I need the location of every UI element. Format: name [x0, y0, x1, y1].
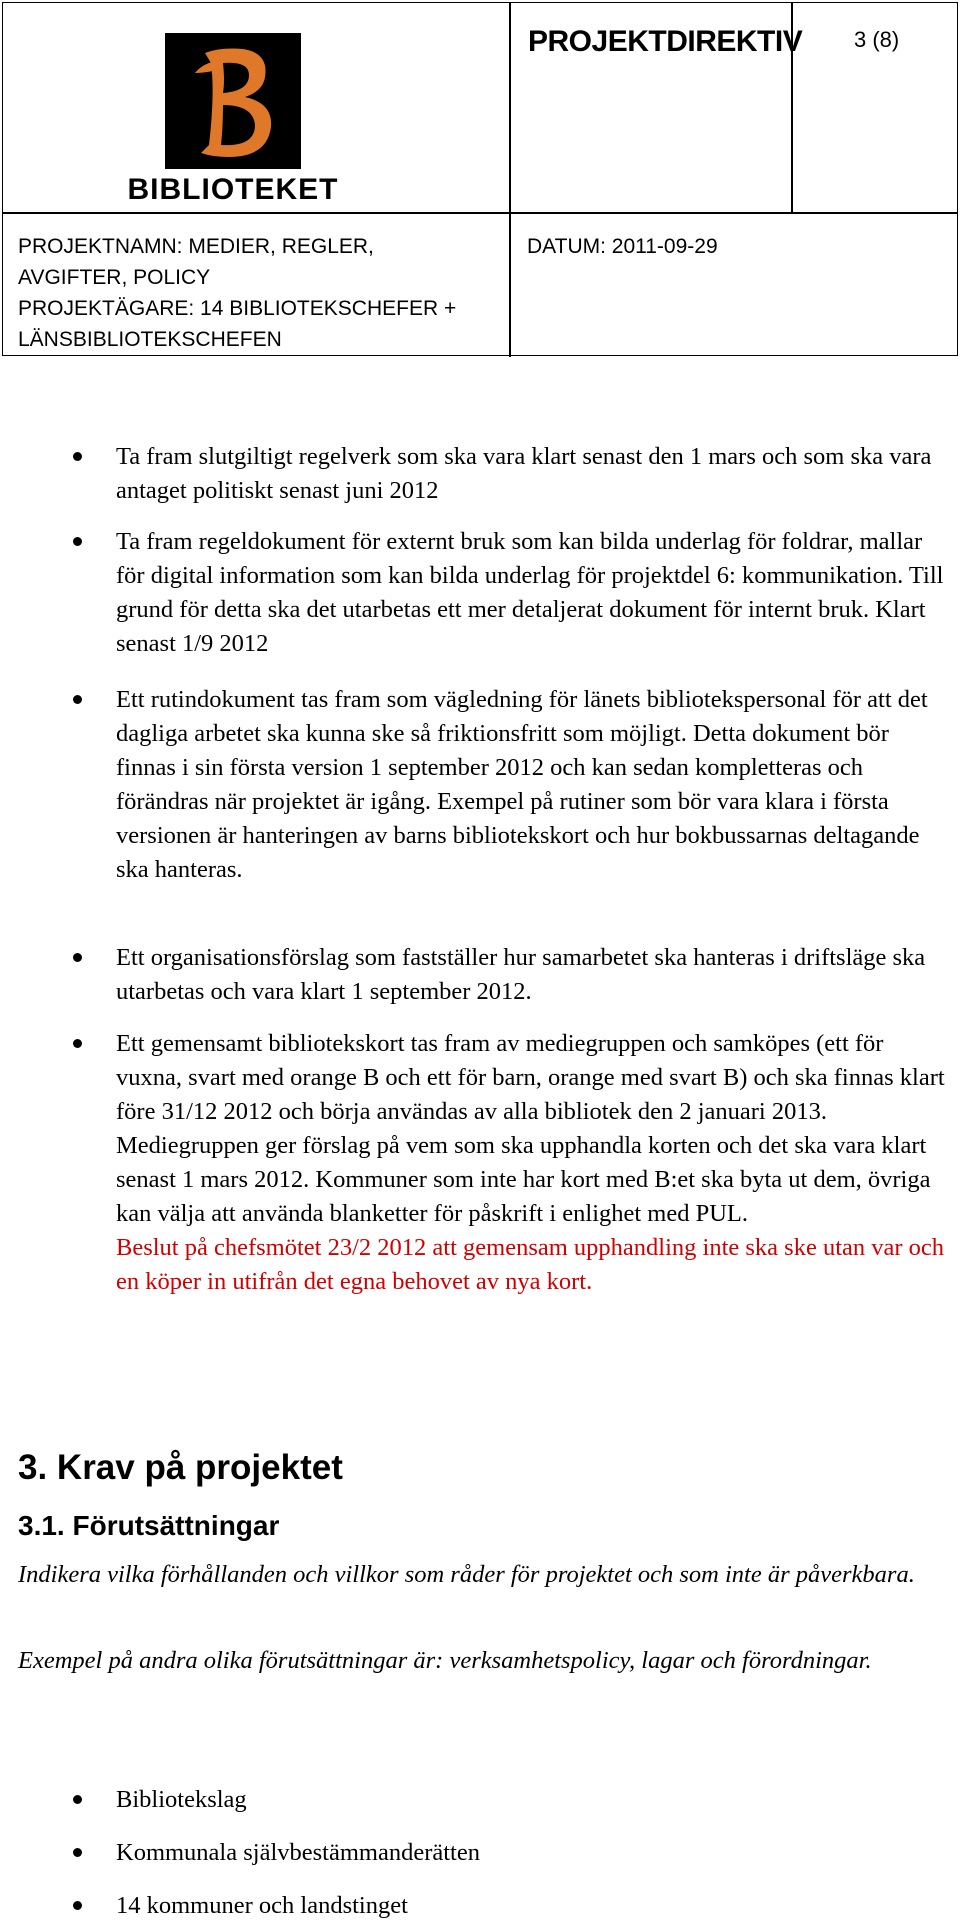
logo-black-square — [165, 33, 301, 169]
list-item-text: 14 kommuner och landstinget — [116, 1892, 408, 1919]
bullet-icon — [73, 1901, 82, 1910]
section-heading: 3. Krav på projektet — [18, 1448, 343, 1487]
project-info — [18, 231, 508, 355]
project-name-line1: PROJEKTNAMN: MEDIER, REGLER, — [18, 235, 374, 258]
header-divider-h — [3, 212, 957, 214]
list-item-text: Ett rutindokument tas fram som vägledning för länets bibliotekspersonal för att det dagliga arbetet ska kunna ske så friktionsfritt som möjligt. Detta dokument bör finnas i sin första version 1 september 2012 och kan sedan kompletteras och förändras när projektet är igång. Exempel på rutiner som bör vara klara i första versionen är hanteringen av barns bibliotekskort och hur bokbussarnas deltagande ska hanteras. — [116, 686, 928, 883]
subsection-heading: 3.1. Förutsättningar — [18, 1510, 280, 1541]
bullet-icon — [73, 1039, 82, 1048]
list-item-text: Ta fram slutgiltigt regelverk som ska vara klart senast den 1 mars och som ska vara antaget politiskt senast juni 2012 — [116, 443, 932, 504]
project-name-line2: AVGIFTER, POLICY — [18, 266, 211, 289]
bullet-icon — [73, 1795, 82, 1804]
page-number: 3 (8) — [854, 27, 900, 52]
list-item-text: Kommunala självbestämmanderätten — [116, 1839, 480, 1866]
bullet-icon — [73, 452, 82, 461]
list-item-text: Ett organisationsförslag som fastställer hur samarbetet ska hanteras i driftsläge ska utarbetas och vara klart 1 september 2012. — [116, 944, 926, 1005]
project-owner-line1: PROJEKTÄGARE: 14 BIBLIOTEKSCHEFER + — [18, 297, 457, 320]
decision-note: Beslut på chefsmötet 23/2 2012 att gemensam upphandling inte ska ske utan var och en köper in utifrån det egna behovet av nya kort. — [116, 1234, 945, 1295]
card-paragraph: Ett gemensamt bibliotekskort tas fram av mediegruppen och samköpes (ett för vuxna, svart med orange B och ett för barn, orange med svart B) och ska finnas klart före 31/12 2012 och börja användas av alla bibliotek den 2 januari 2013. Mediegruppen ger förslag på vem som ska upphandla korten och det ska vara klart senast 1 mars 2012. Kommuner som inte har kort med B:et ska byta ut dem, övriga kan välja att använda blanketter för påskrift i enlighet med PUL. — [116, 1030, 945, 1227]
bullet-icon — [73, 695, 82, 704]
bullet-icon — [73, 953, 82, 962]
section-intro-2: Exempel på andra olika förutsättningar är: verksamhetspolicy, lagar och förordningar. — [18, 1647, 872, 1674]
list-item-text — [116, 1027, 946, 1299]
logo-b-glyph — [165, 33, 301, 169]
document-title: PROJEKTDIREKTIV — [528, 25, 803, 58]
document-date: DATUM: 2011-09-29 — [527, 235, 718, 258]
header-divider-v1 — [509, 3, 511, 357]
list-item-text: Bibliotekslag — [116, 1786, 247, 1813]
bullet-icon — [73, 1848, 82, 1857]
document-header — [2, 2, 958, 356]
section-intro-1: Indikera vilka förhållanden och villkor som råder för projektet och som inte är påverkbara. — [18, 1561, 915, 1588]
bullet-icon — [73, 537, 82, 546]
logo-wordmark: BIBLIOTEKET — [127, 173, 339, 206]
project-owner-line2: LÄNSBIBLIOTEKSCHEFEN — [18, 328, 282, 351]
list-item-text: Ta fram regeldokument för externt bruk som kan bilda underlag för foldrar, mallar för digital information som kan bilda underlag för projektdel 6: kommunikation. Till grund för detta ska det utarbetas ett mer detaljerat dokument för internt bruk. Klart senast 1/9 2012 — [116, 528, 944, 657]
library-logo — [125, 29, 341, 209]
